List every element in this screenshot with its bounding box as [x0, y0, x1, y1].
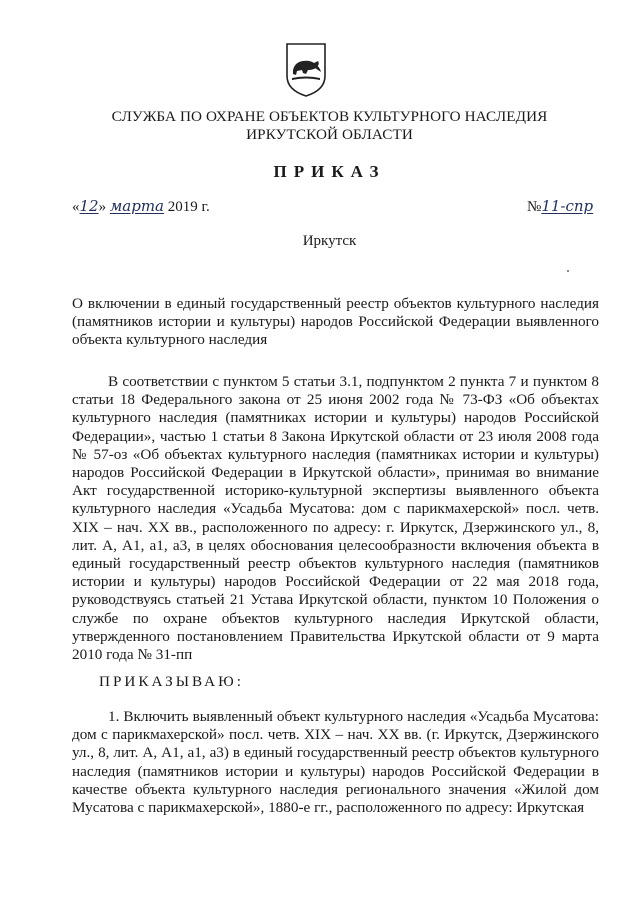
- date-day: 12: [79, 197, 99, 215]
- date-close-quote: »: [98, 199, 107, 215]
- number-value: 11-спр: [541, 197, 594, 215]
- document-type: ПРИКАЗ: [273, 162, 386, 181]
- organization-line-1: СЛУЖБА ПО ОХРАНЕ ОБЪЕКТОВ КУЛЬТУРНОГО НАСЛЕДИЯ: [111, 108, 548, 125]
- scan-speck: [567, 270, 569, 272]
- organization-name: [60, 108, 599, 144]
- document-number: [527, 197, 593, 216]
- order-keyword: ПРИКАЗЫВАЮ:: [99, 673, 244, 690]
- order-subject: О включении в единый государственный реестр объектов культурного наследия (памятников истории и культуры) народов Российской Федерации выявленного объекта культурного наследия: [72, 295, 599, 349]
- date-year: 2019 г.: [167, 199, 210, 215]
- city: Иркутск: [302, 233, 357, 249]
- order-item-1: 1. Включить выявленный объект культурного наследия «Усадьба Мусатова: дом с парикмахерской» посл. четв. XIX – нач. XX вв. (г. Иркутск, Дзержинского ул., 8, лит. А, А1, а1, а3) в единый государственный реестр объектов культурного наследия (памятников истории и культуры) народов Российской Федерации в качестве объекта культурного наследия регионального значения «Жилой дом Мусатова с парикмахерской», 1880-е гг., расположенного по адресу: Иркутская: [72, 708, 599, 817]
- irkutsk-coat-of-arms-icon: [284, 40, 328, 98]
- number-prefix: №: [527, 199, 542, 215]
- preamble-paragraph: В соответствии с пунктом 5 статьи 3.1, подпунктом 2 пункта 7 и пунктом 8 статьи 18 Федерального закона от 25 июня 2002 года № 73-ФЗ «Об объектах культурного наследия (памятниках истории и культуры) народов Российской Федерации», частью 1 статьи 8 Закона Иркутской области от 23 июля 2008 года № 57-оз «Об объектах культурного наследия (памятниках истории и культуры) народов Российской Федерации в Иркутской области», принимая во внимание Акт государственной историко-культурной экспертизы выявленного объекта культурного наследия «Усадьба Мусатова: дом с парикмахерской» посл. четв. XIX – нач. XX вв., расположенного по адресу: г. Иркутск, Дзержинского ул., 8, лит. А, А1, а1, а3, в целях обоснования целесообразности включения объекта в единый государственный реестр объектов культурного наследия (памятников истории и культуры) народов Российской Федерации от 22 мая 2018 года, руководствуясь статьей 21 Устава Иркутской области, пунктом 10 Положения о службе по охране объектов культурного наследия Иркутской области, утвержденного постановлением Правительства Иркутской области от 9 марта 2010 года № 31-пп: [72, 373, 599, 664]
- document-date: [72, 197, 210, 216]
- organization-line-2: ИРКУТСКОЙ ОБЛАСТИ: [246, 126, 413, 143]
- date-open-quote: «: [72, 199, 80, 215]
- date-month: марта: [109, 197, 164, 215]
